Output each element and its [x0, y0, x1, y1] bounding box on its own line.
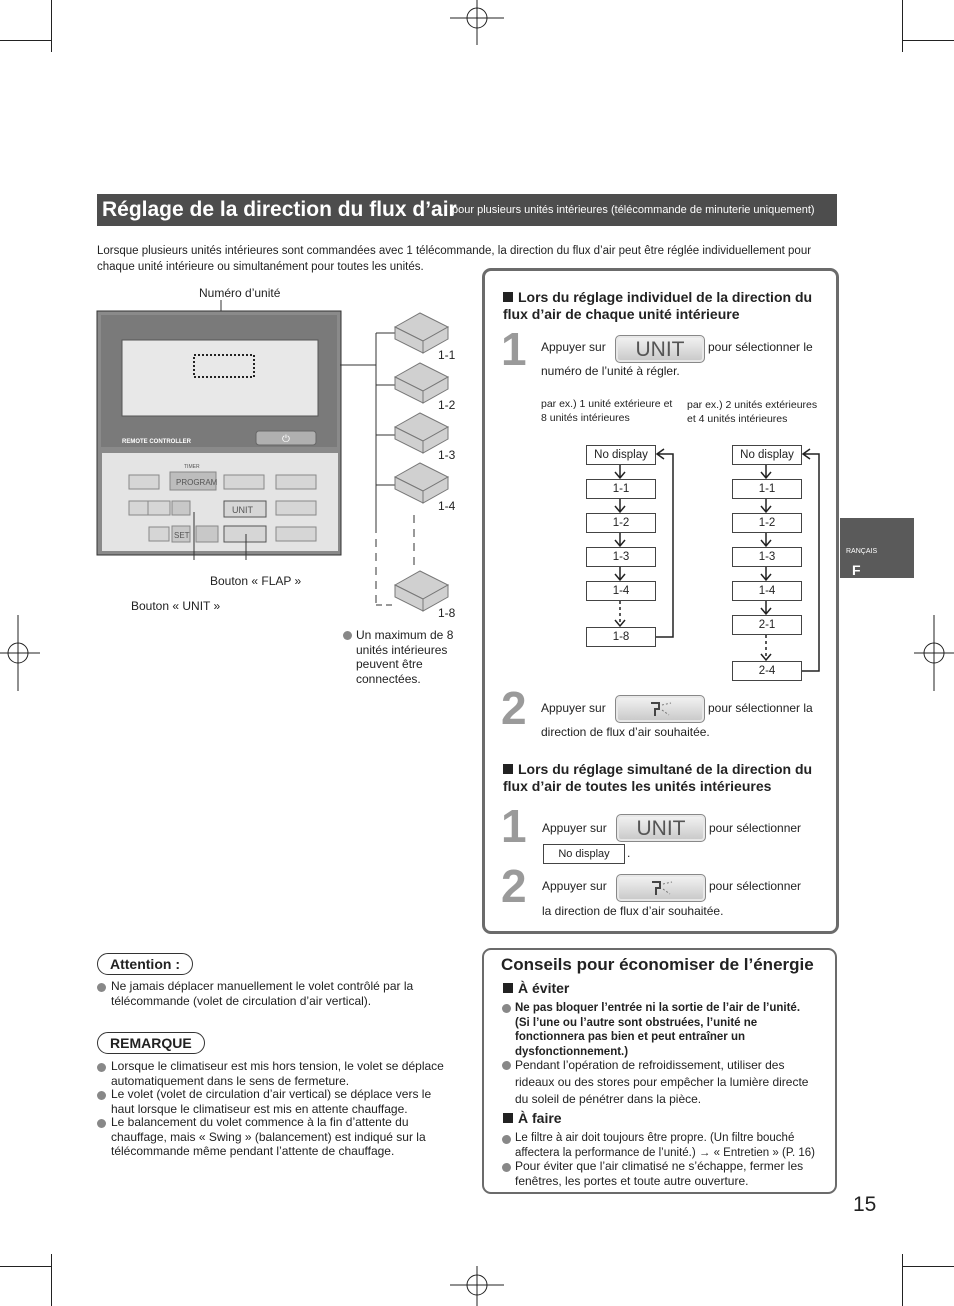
do-heading: À faire [503, 1110, 562, 1127]
example-2-label: par ex.) 2 unités extérieures et 4 unités intérieures [687, 399, 818, 425]
bullet-icon [502, 1135, 511, 1144]
section-subtitle: pour plusieurs unités intérieures (télécommande de minuterie uniquement) [452, 204, 815, 216]
step-text: pour sélectionner le [708, 340, 813, 354]
flow-item: 1-2 [586, 513, 656, 533]
bullet-icon [502, 1163, 511, 1172]
intro-paragraph: Lorsque plusieurs unités intérieures sont commandées avec 1 télécommande, la direction du flux d’air peut être réglée individuellement pour chaque unité intérieure ou simultanément pour toutes les unités. [97, 245, 812, 273]
bullet-icon [502, 1004, 511, 1013]
flap-button-icon [616, 874, 706, 902]
flow-item: 2-1 [732, 615, 802, 635]
remarque-item: Le volet (volet de circulation d’air vertical) se déplace vers le haut lorsque le climatiseur est mis en attente chauffage. [111, 1087, 432, 1116]
unit-button-icon: UNIT [616, 814, 706, 842]
flow-item: 1-3 [732, 547, 802, 567]
step-text: la direction de flux d’air souhaitée. [542, 904, 724, 918]
flap-button-label: Bouton « FLAP » [210, 574, 302, 588]
flap-icon [649, 701, 673, 719]
flow-item: 1-4 [732, 581, 802, 601]
max-units-note: Un maximum de 8 unités intérieures peuvent être connectées. [356, 628, 454, 686]
remarque-title: REMARQUE [97, 1032, 205, 1054]
flow-item: 1-4 [586, 581, 656, 601]
energy-tips-title: Conseils pour économiser de l’énergie [501, 955, 814, 974]
step-number: 1 [501, 800, 527, 852]
step-number: 2 [501, 682, 527, 734]
remote-controller-illustration [96, 300, 346, 560]
bullet-icon [97, 983, 106, 992]
bullet-icon [502, 1061, 511, 1070]
flap-button-icon [615, 695, 705, 723]
flap-icon [650, 880, 674, 898]
square-bullet-icon [503, 1113, 513, 1123]
step-text: Appuyer sur [542, 821, 607, 835]
language-tab: F RANÇAIS [840, 518, 914, 578]
individual-heading: Lors du réglage individuel de la direction du flux d’air de chaque unité intérieure [503, 289, 813, 322]
remarque-item: Le balancement du volet commence à la fin d’attente du chauffage, mais « Swing » (balancement) est indiqué sur la télécommande même pendant l’attente de chauffage. [111, 1115, 426, 1158]
bullet-icon [97, 1091, 106, 1100]
avoid-item: Ne pas bloquer l’entrée ni la sortie de l’air de l’unité. (Si l’une ou l’autre sont obstruées, l’unité ne fonctionnera pas bien et peut entraîner un dysfonctionnement.) [515, 1002, 801, 1058]
svg-text:TIMER: TIMER [184, 464, 200, 470]
svg-text:⏻: ⏻ [282, 434, 290, 445]
remarque-item: Lorsque le climatiseur est mis hors tension, le volet se déplace automatiquement dans le sens de fermeture. [111, 1059, 444, 1088]
flow-item: 1-3 [586, 547, 656, 567]
step-text: Appuyer sur [541, 701, 606, 715]
unit-label: 1-8 [438, 606, 456, 620]
unit-button-label: Bouton « UNIT » [131, 599, 221, 613]
bullet-icon [343, 631, 352, 640]
svg-text:UNIT: UNIT [232, 505, 253, 515]
unit-label: 1-2 [438, 398, 456, 412]
square-bullet-icon [503, 292, 513, 302]
avoid-item: Pendant l’opération de refroidissement, utiliser des rideaux ou des stores pour empêcher la lumière directe du soleil de pénétrer dans la pièce. [515, 1058, 809, 1106]
flow-arrows [580, 440, 830, 685]
section-header [97, 194, 837, 226]
do-item: Le filtre à air doit toujours être propre. (Un filtre bouché affectera la performance de l’unité.) → « Entretien » (P. 16) [515, 1132, 816, 1159]
unit-label: 1-3 [438, 448, 456, 462]
step-text: pour sélectionner la [708, 701, 813, 715]
step-number: 2 [501, 860, 527, 912]
flow-item: No display [586, 445, 656, 465]
step-text: direction de flux d’air souhaitée. [541, 725, 710, 739]
section-title: Réglage de la direction du flux d’air [102, 198, 457, 221]
flow-item: 1-2 [732, 513, 802, 533]
flow-item: 1-1 [732, 479, 802, 499]
square-bullet-icon [503, 764, 513, 774]
unit-label: 1-1 [438, 348, 456, 362]
flow-item: 1-1 [586, 479, 656, 499]
attention-item: Ne jamais déplacer manuellement le volet contrôlé par la télécommande (volet de circulation d’air vertical). [111, 979, 414, 1008]
svg-text:PROGRAM: PROGRAM [176, 478, 218, 487]
unit-number-label: Numéro d’unité [199, 286, 281, 300]
step-text: pour sélectionner [709, 821, 802, 835]
attention-title: Attention : [97, 953, 193, 975]
flow-item: 2-4 [732, 661, 802, 681]
page-number: 15 [853, 1193, 877, 1216]
period: . [627, 846, 631, 860]
unit-button-icon: UNIT [615, 335, 705, 363]
flow-item: No display [732, 445, 802, 465]
example-1-label: par ex.) 1 unité extérieure et 8 unités intérieures [541, 398, 673, 424]
do-item: Pour éviter que l’air climatisé ne s’échappe, fermer les fenêtres, les portes et toute autre ouverture. [515, 1159, 804, 1188]
bullet-icon [97, 1119, 106, 1128]
step-text: pour sélectionner [709, 879, 802, 893]
simultaneous-heading: Lors du réglage simultané de la direction du flux d’air de toutes les unités intérieures [503, 761, 813, 794]
step-text: Appuyer sur [542, 879, 607, 893]
step-number: 1 [501, 323, 527, 375]
svg-text:SET: SET [174, 531, 190, 540]
no-display-box: No display [543, 844, 625, 864]
svg-text:REMOTE CONTROLLER: REMOTE CONTROLLER [122, 439, 191, 445]
step-text: numéro de l’unité à régler. [541, 364, 680, 378]
unit-label: 1-4 [438, 499, 456, 513]
bullet-icon [97, 1063, 106, 1072]
step-text: Appuyer sur [541, 340, 606, 354]
square-bullet-icon [503, 983, 513, 993]
flow-item: 1-8 [586, 627, 656, 647]
avoid-heading: À éviter [503, 980, 569, 997]
